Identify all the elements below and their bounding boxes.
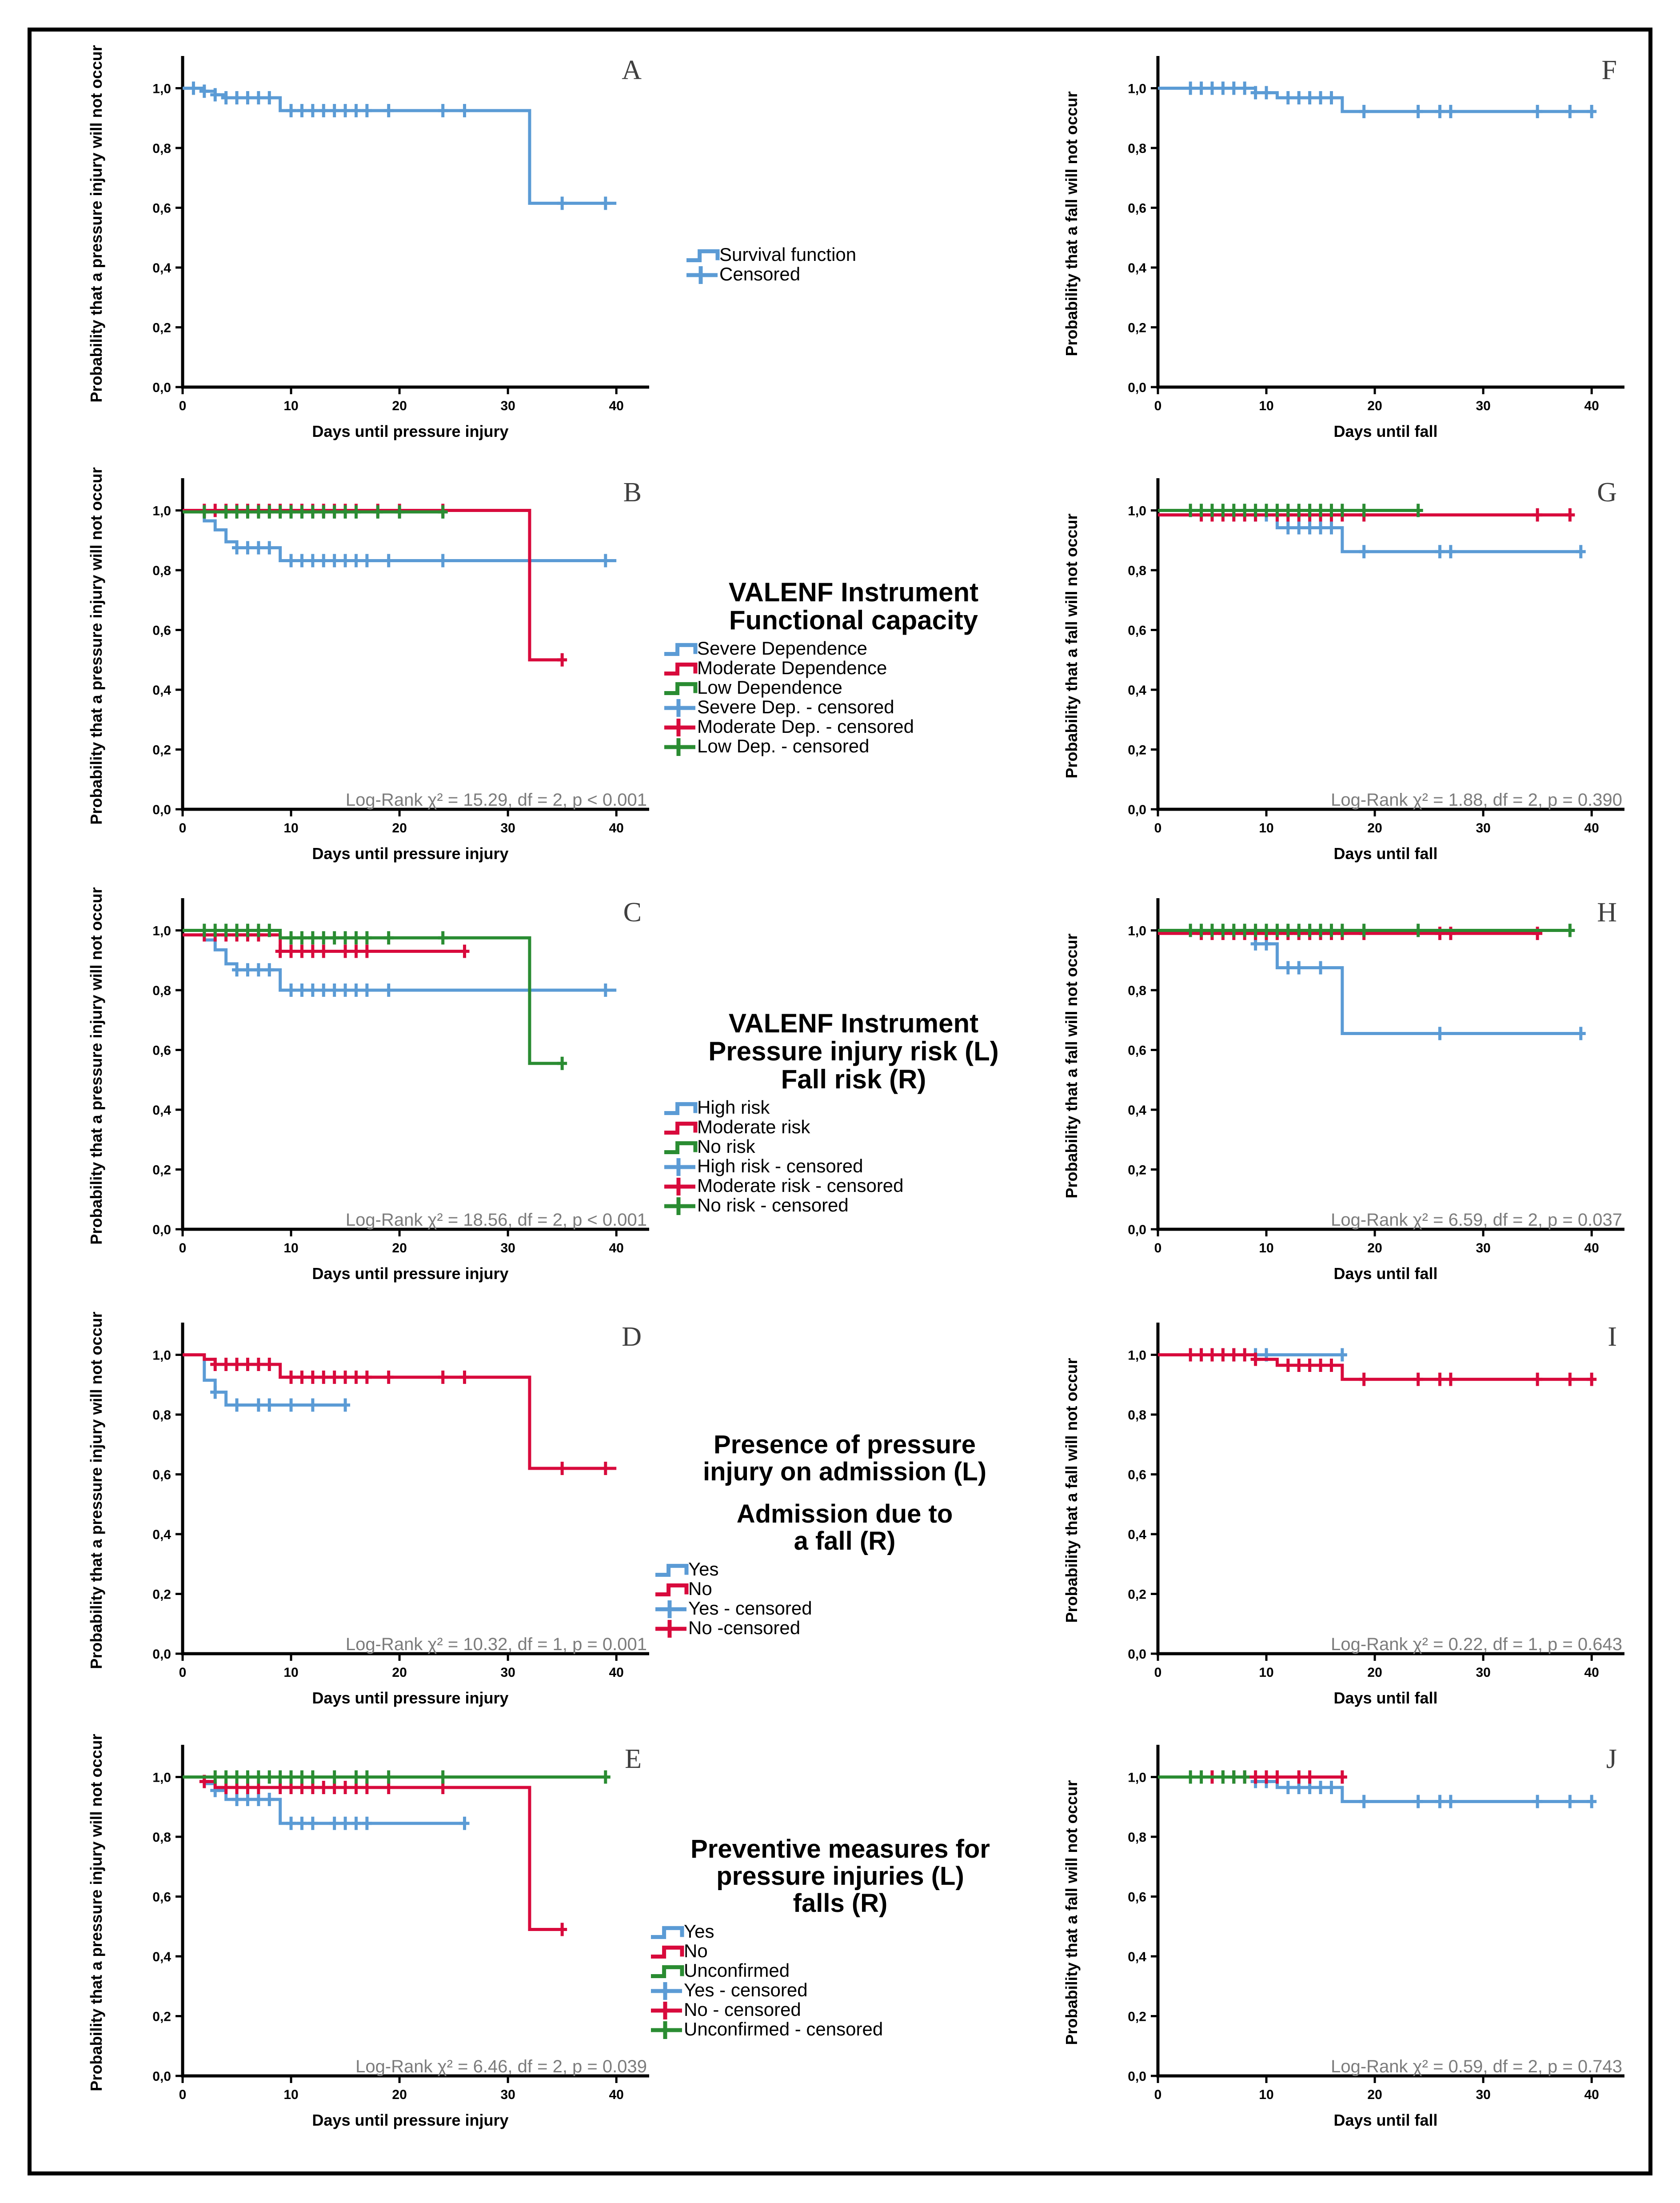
legend-title-line: a fall (R): [794, 1526, 896, 1555]
legend-risk-items: [662, 1098, 1045, 1215]
panel-letter-f: F: [1601, 55, 1617, 85]
legend-item-label: Severe Dep. - censored: [697, 696, 894, 717]
x-axis-tick-label: 30: [500, 821, 515, 836]
x-axis-tick-label: 10: [1259, 821, 1274, 836]
legend-cross-icon: [651, 2021, 682, 2039]
panel-letter-i: I: [1608, 1322, 1617, 1352]
log-rank-annotation: Log-Rank χ² = 0.22, df = 1, p = 0.643: [1331, 1635, 1622, 1654]
x-axis-title: Days until pressure injury: [312, 1689, 509, 1707]
legend-item[interactable]: [649, 1961, 1031, 1980]
x-axis-tick-label: 0: [179, 2087, 187, 2102]
y-axis-tick-label: 1,0: [152, 1770, 171, 1785]
x-axis-tick-label: 10: [283, 1241, 299, 1255]
legend-item-label: Unconfirmed: [684, 1959, 790, 1981]
legend-functional-capacity: [662, 578, 1045, 756]
legend-item-label: Moderate risk - censored: [697, 1175, 904, 1196]
panel-letter-j: J: [1606, 1744, 1617, 1774]
legend-title-line: Presence of pressure: [714, 1430, 976, 1459]
legend-cross-icon: [686, 266, 718, 284]
x-axis-tick-label: 20: [392, 2087, 407, 2102]
y-axis-tick-label: 0,6: [152, 201, 171, 216]
x-axis-tick-label: 10: [1259, 1241, 1274, 1255]
legend-item-label: Yes: [684, 1920, 714, 1942]
x-axis-title: Days until fall: [1333, 844, 1438, 863]
legend-item-label: Moderate risk: [697, 1116, 810, 1137]
x-axis-tick-label: 30: [500, 1665, 515, 1680]
x-axis-tick-label: 30: [500, 2087, 515, 2102]
y-axis-tick-label: 1,0: [152, 81, 171, 96]
log-rank-annotation: Log-Rank χ² = 6.46, df = 2, p = 0.039: [355, 2057, 647, 2076]
y-axis-tick-label: 0,8: [152, 563, 171, 578]
y-axis-tick-label: 0,2: [1128, 320, 1146, 336]
y-axis-tick-label: 0,0: [1128, 380, 1146, 395]
legend-item-label: Low Dep. - censored: [697, 736, 870, 756]
y-axis-tick-label: 0,0: [1128, 1647, 1146, 1662]
x-axis-tick-label: 0: [1154, 2087, 1162, 2102]
legend-cross-icon: [664, 699, 695, 717]
y-axis-tick-label: 0,8: [1128, 983, 1146, 998]
legend-line-swatch: [662, 1117, 697, 1137]
x-axis-title: Days until pressure injury: [312, 1264, 509, 1283]
legend-item-label: Survival function: [719, 244, 857, 265]
y-axis-tick-label: 0,8: [1128, 563, 1146, 578]
legend-censor-swatch: [685, 264, 719, 284]
y-axis-tick-label: 0,4: [1128, 683, 1146, 698]
legend-item[interactable]: [649, 1922, 1031, 1941]
x-axis-title: Days until fall: [1333, 422, 1438, 440]
legend-step-icon: [664, 684, 695, 693]
legend-item[interactable]: [662, 1195, 1045, 1215]
y-axis-tick-label: 0,0: [152, 2069, 171, 2084]
y-axis-title: Probability that a pressure injury will not occur: [87, 45, 105, 403]
log-rank-annotation: Log-Rank χ² = 0.59, df = 2, p = 0.743: [1331, 2057, 1622, 2076]
x-axis-tick-label: 10: [283, 2087, 299, 2102]
legend-step-icon: [655, 1585, 686, 1594]
legend-item-label: No: [688, 1578, 712, 1599]
log-rank-annotation: Log-Rank χ² = 18.56, df = 2, p < 0.001: [345, 1210, 647, 1230]
y-axis-tick-label: 1,0: [152, 504, 171, 519]
legend-line-swatch: [685, 245, 719, 264]
legend-step-icon: [664, 1123, 695, 1132]
legend-title-line: falls (R): [793, 1888, 888, 1918]
legend-title-line: Admission due to: [736, 1499, 953, 1528]
legend-line-swatch: [662, 1098, 697, 1117]
legend-line-swatch: [662, 678, 697, 697]
y-axis-tick-label: 0,6: [1128, 201, 1146, 216]
legend-survival-items: [685, 245, 1067, 284]
y-axis-tick-label: 0,8: [152, 983, 171, 998]
legend-censor-swatch: [654, 1618, 688, 1638]
legend-title-line: injury on admission (L): [702, 1457, 987, 1486]
legend-title-line: Fall risk (R): [781, 1064, 926, 1094]
legend-item[interactable]: [649, 1980, 1031, 2000]
y-axis-tick-label: 0,2: [1128, 1587, 1146, 1602]
y-axis-title: Probability that a fall will not occur: [1062, 1780, 1081, 2045]
x-axis-tick-label: 40: [1584, 821, 1599, 836]
y-axis-title: Probability that a pressure injury will not occur: [87, 887, 105, 1245]
x-axis-tick-label: 40: [609, 821, 624, 836]
legend-item-label: Censored: [719, 264, 801, 284]
y-axis-tick-label: 1,0: [1128, 1348, 1146, 1363]
y-axis-tick-label: 0,4: [1128, 1103, 1146, 1118]
legend-line-swatch: [649, 1922, 684, 1941]
y-axis-tick-label: 0,4: [1128, 1949, 1146, 1964]
legend-censor-swatch: [662, 736, 697, 756]
y-axis-tick-label: 0,4: [152, 1949, 171, 1964]
y-axis-tick-label: 0,0: [152, 1223, 171, 1237]
legend-item-label: High risk: [697, 1097, 770, 1118]
x-axis-title: Days until pressure injury: [312, 844, 509, 863]
y-axis-title: Probability that a fall will not occur: [1062, 91, 1081, 356]
legend-item-label: No: [684, 1940, 708, 1961]
x-axis-tick-label: 20: [392, 1241, 407, 1255]
y-axis-tick-label: 0,6: [152, 1467, 171, 1483]
y-axis-tick-label: 0,4: [1128, 1527, 1146, 1542]
legend-item[interactable]: [685, 245, 1067, 264]
legend-cross-icon: [655, 1600, 686, 1618]
x-axis-tick-label: 0: [179, 821, 187, 836]
y-axis-tick-label: 0,4: [152, 260, 171, 276]
y-axis-tick-label: 0,4: [152, 1103, 171, 1118]
legend-item[interactable]: [649, 1941, 1031, 1961]
legend-item[interactable]: [662, 1156, 1045, 1176]
panel-letter-c: C: [623, 897, 642, 928]
x-axis-tick-label: 0: [179, 399, 187, 413]
y-axis-tick-label: 0,2: [152, 743, 171, 758]
y-axis-tick-label: 0,8: [152, 1407, 171, 1423]
legend-risk: [662, 1009, 1045, 1215]
legend-item[interactable]: [662, 658, 1045, 678]
legend-cross-icon: [651, 2002, 682, 2019]
x-axis-tick-label: 20: [1367, 821, 1382, 836]
y-axis-tick-label: 0,2: [1128, 1163, 1146, 1178]
legend-item[interactable]: [662, 1137, 1045, 1156]
y-axis-title: Probability that a fall will not occur: [1062, 933, 1081, 1199]
legend-preventive-items: [649, 1922, 1031, 2039]
y-axis-tick-label: 0,0: [152, 380, 171, 395]
x-axis-tick-label: 40: [609, 1665, 624, 1680]
x-axis-tick-label: 10: [1259, 399, 1274, 413]
y-axis-tick-label: 0,8: [1128, 1830, 1146, 1845]
figure-outer-frame: [28, 28, 1652, 2175]
y-axis-title: Probability that a pressure injury will not occur: [87, 467, 105, 825]
panel-letter-g: G: [1597, 477, 1617, 508]
x-axis-tick-label: 30: [500, 399, 515, 413]
x-axis-tick-label: 20: [392, 821, 407, 836]
legend-title-line: Pressure injury risk (L): [708, 1036, 999, 1066]
legend-censor-swatch: [649, 2000, 684, 2019]
legend-item[interactable]: [662, 717, 1045, 736]
x-axis-tick-label: 10: [283, 821, 299, 836]
legend-title-line: VALENF Instrument: [728, 577, 979, 607]
legend-cross-icon: [664, 1158, 695, 1176]
y-axis-tick-label: 0,0: [152, 1647, 171, 1662]
legend-line-swatch: [649, 1961, 684, 1980]
x-axis-tick-label: 0: [179, 1665, 187, 1680]
y-axis-tick-label: 0,2: [152, 1587, 171, 1602]
legend-item-label: Yes: [688, 1558, 719, 1579]
y-axis-tick-label: 0,2: [152, 320, 171, 336]
x-axis-tick-label: 30: [1476, 1665, 1491, 1680]
x-axis-tick-label: 30: [1476, 399, 1491, 413]
legend-item-label: High risk - censored: [697, 1155, 863, 1176]
legend-item[interactable]: [654, 1559, 1036, 1579]
legend-item-label: No risk: [697, 1136, 755, 1157]
y-axis-tick-label: 0,8: [152, 141, 171, 156]
legend-item-label: Yes - censored: [684, 1979, 808, 2000]
legend-line-swatch: [662, 658, 697, 678]
y-axis-tick-label: 0,8: [152, 1830, 171, 1845]
legend-item-label: Moderate Dep. - censored: [697, 716, 914, 737]
legend-step-icon: [651, 1928, 682, 1937]
legend-censor-swatch: [654, 1599, 688, 1618]
y-axis-tick-label: 0,2: [152, 1163, 171, 1178]
x-axis-tick-label: 20: [1367, 399, 1382, 413]
x-axis-title: Days until fall: [1333, 1689, 1438, 1707]
y-axis-tick-label: 0,6: [152, 1890, 171, 1905]
y-axis-tick-label: 0,2: [1128, 2009, 1146, 2024]
x-axis-tick-label: 0: [1154, 1241, 1162, 1255]
legend-line-swatch: [649, 1941, 684, 1961]
y-axis-tick-label: 1,0: [152, 1348, 171, 1363]
log-rank-annotation: Log-Rank χ² = 10.32, df = 1, p = 0.001: [345, 1635, 647, 1654]
x-axis-tick-label: 20: [392, 1665, 407, 1680]
legend-title-line: pressure injuries (L): [716, 1861, 964, 1891]
x-axis-tick-label: 0: [179, 1241, 187, 1255]
legend-item[interactable]: [662, 1176, 1045, 1195]
x-axis-tick-label: 30: [1476, 1241, 1491, 1255]
y-axis-tick-label: 0,2: [152, 2009, 171, 2024]
log-rank-annotation: Log-Rank χ² = 15.29, df = 2, p < 0.001: [345, 790, 647, 810]
y-axis-tick-label: 0,4: [152, 1527, 171, 1542]
legend-line-swatch: [662, 639, 697, 658]
legend-censor-swatch: [662, 697, 697, 717]
y-axis-tick-label: 0,6: [1128, 623, 1146, 638]
y-axis-tick-label: 0,8: [1128, 141, 1146, 156]
y-axis-tick-label: 0,6: [152, 623, 171, 638]
y-axis-title: Probability that a fall will not occur: [1062, 513, 1081, 779]
x-axis-tick-label: 40: [1584, 1665, 1599, 1680]
legend-step-icon: [655, 1566, 686, 1575]
legend-line-swatch: [654, 1579, 688, 1599]
legend-title-line: Functional capacity: [729, 605, 978, 635]
y-axis-tick-label: 1,0: [1128, 924, 1146, 939]
y-axis-tick-label: 1,0: [1128, 504, 1146, 519]
x-axis-tick-label: 0: [1154, 399, 1162, 413]
y-axis-tick-label: 1,0: [1128, 1770, 1146, 1785]
legend-item[interactable]: [662, 1098, 1045, 1117]
legend-cross-icon: [664, 1197, 695, 1215]
legend-item-label: Moderate Dependence: [697, 657, 887, 678]
x-axis-tick-label: 0: [1154, 821, 1162, 836]
x-axis-tick-label: 20: [392, 399, 407, 413]
x-axis-tick-label: 20: [1367, 1665, 1382, 1680]
x-axis-tick-label: 30: [500, 1241, 515, 1255]
x-axis-tick-label: 10: [283, 399, 299, 413]
legend-cross-icon: [664, 719, 695, 736]
legend-admission: [654, 1431, 1036, 1638]
legend-item[interactable]: [685, 264, 1067, 284]
y-axis-tick-label: 1,0: [1128, 81, 1146, 96]
panel-letter-e: E: [625, 1744, 642, 1774]
legend-admission-title: [654, 1431, 1036, 1555]
legend-cross-icon: [664, 738, 695, 756]
legend-step-icon: [664, 1104, 695, 1113]
legend-item-label: No - censored: [684, 1999, 801, 2020]
legend-item[interactable]: [662, 678, 1045, 697]
y-axis-tick-label: 0,6: [152, 1043, 171, 1058]
y-axis-title: Probability that a pressure injury will not occur: [87, 1734, 105, 2091]
x-axis-tick-label: 10: [1259, 1665, 1274, 1680]
y-axis-tick-label: 0,4: [152, 683, 171, 698]
legend-cross-icon: [655, 1620, 686, 1638]
legend-item-label: No -censored: [688, 1617, 801, 1638]
legend-survival: [685, 240, 1067, 284]
panel-letter-b: B: [623, 477, 642, 508]
legend-line-swatch: [662, 1137, 697, 1156]
y-axis-tick-label: 0,4: [1128, 260, 1146, 276]
x-axis-tick-label: 40: [609, 1241, 624, 1255]
y-axis-tick-label: 0,8: [1128, 1407, 1146, 1423]
y-axis-tick-label: 0,0: [152, 803, 171, 817]
legend-censor-swatch: [662, 1156, 697, 1176]
y-axis-tick-label: 1,0: [152, 924, 171, 939]
x-axis-tick-label: 40: [1584, 2087, 1599, 2102]
x-axis-tick-label: 30: [1476, 2087, 1491, 2102]
x-axis-tick-label: 20: [1367, 2087, 1382, 2102]
legend-item-label: No risk - censored: [697, 1195, 849, 1215]
y-axis-tick-label: 0,2: [1128, 743, 1146, 758]
y-axis-title: Probability that a fall will not occur: [1062, 1358, 1081, 1623]
legend-step-icon: [686, 251, 718, 260]
legends-column: [32, 32, 1648, 2171]
legend-censor-swatch: [662, 1176, 697, 1195]
legend-censor-swatch: [649, 1980, 684, 2000]
panel-letter-h: H: [1597, 897, 1617, 928]
legend-item[interactable]: [654, 1599, 1036, 1618]
panel-letter-d: D: [622, 1322, 642, 1352]
legend-step-icon: [664, 645, 695, 654]
legend-item-label: Unconfirmed - censored: [684, 2018, 883, 2039]
x-axis-tick-label: 20: [1367, 1241, 1382, 1255]
y-axis-tick-label: 0,0: [1128, 803, 1146, 817]
legend-censor-swatch: [662, 1195, 697, 1215]
legend-functional-capacity-title: [662, 578, 1045, 634]
y-axis-tick-label: 0,0: [1128, 2069, 1146, 2084]
legend-risk-title: [662, 1009, 1045, 1093]
x-axis-tick-label: 40: [1584, 399, 1599, 413]
legend-item[interactable]: [662, 1117, 1045, 1137]
x-axis-tick-label: 30: [1476, 821, 1491, 836]
legend-item[interactable]: [649, 2000, 1031, 2019]
legend-cross-icon: [664, 1178, 695, 1195]
legend-censor-swatch: [649, 2019, 684, 2039]
legend-title-line: Preventive measures for: [690, 1835, 990, 1863]
y-axis-title: Probability that a pressure injury will not occur: [87, 1311, 105, 1669]
y-axis-tick-label: 0,6: [1128, 1467, 1146, 1483]
legend-step-icon: [664, 664, 695, 673]
legend-item-label: Yes - censored: [688, 1597, 812, 1619]
legend-item[interactable]: [662, 697, 1045, 717]
legend-censor-swatch: [662, 717, 697, 736]
x-axis-title: Days until fall: [1333, 1264, 1438, 1283]
legend-cross-icon: [651, 1982, 682, 2000]
legend-preventive: [649, 1836, 1031, 2039]
y-axis-tick-label: 0,0: [1128, 1223, 1146, 1237]
y-axis-tick-label: 0,6: [1128, 1890, 1146, 1905]
legend-line-swatch: [654, 1559, 688, 1579]
log-rank-annotation: Log-Rank χ² = 1.88, df = 2, p = 0.390: [1331, 790, 1622, 810]
legend-item[interactable]: [662, 639, 1045, 658]
panel-letter-a: A: [622, 55, 642, 85]
x-axis-tick-label: 40: [609, 399, 624, 413]
legend-item[interactable]: [654, 1618, 1036, 1638]
x-axis-tick-label: 10: [1259, 2087, 1274, 2102]
legend-item[interactable]: [662, 736, 1045, 756]
legend-item-label: Severe Dependence: [697, 638, 867, 659]
legend-admission-items: [654, 1559, 1036, 1638]
legend-title-line: VALENF Instrument: [728, 1008, 979, 1038]
log-rank-annotation: Log-Rank χ² = 6.59, df = 2, p = 0.037: [1331, 1210, 1622, 1230]
legend-functional-capacity-items: [662, 639, 1045, 756]
x-axis-tick-label: 10: [283, 1665, 299, 1680]
legend-step-icon: [651, 1967, 682, 1976]
x-axis-tick-label: 40: [1584, 1241, 1599, 1255]
x-axis-title: Days until fall: [1333, 2111, 1438, 2129]
legend-step-icon: [651, 1947, 682, 1956]
legend-item-label: Low Dependence: [697, 677, 842, 698]
y-axis-tick-label: 0,6: [1128, 1043, 1146, 1058]
x-axis-title: Days until pressure injury: [312, 2111, 509, 2129]
legend-preventive-title: [649, 1836, 1031, 1917]
legend-step-icon: [664, 1143, 695, 1152]
x-axis-tick-label: 0: [1154, 1665, 1162, 1680]
x-axis-tick-label: 40: [609, 2087, 624, 2102]
legend-item[interactable]: [654, 1579, 1036, 1599]
x-axis-title: Days until pressure injury: [312, 422, 509, 440]
legend-item[interactable]: [649, 2019, 1031, 2039]
